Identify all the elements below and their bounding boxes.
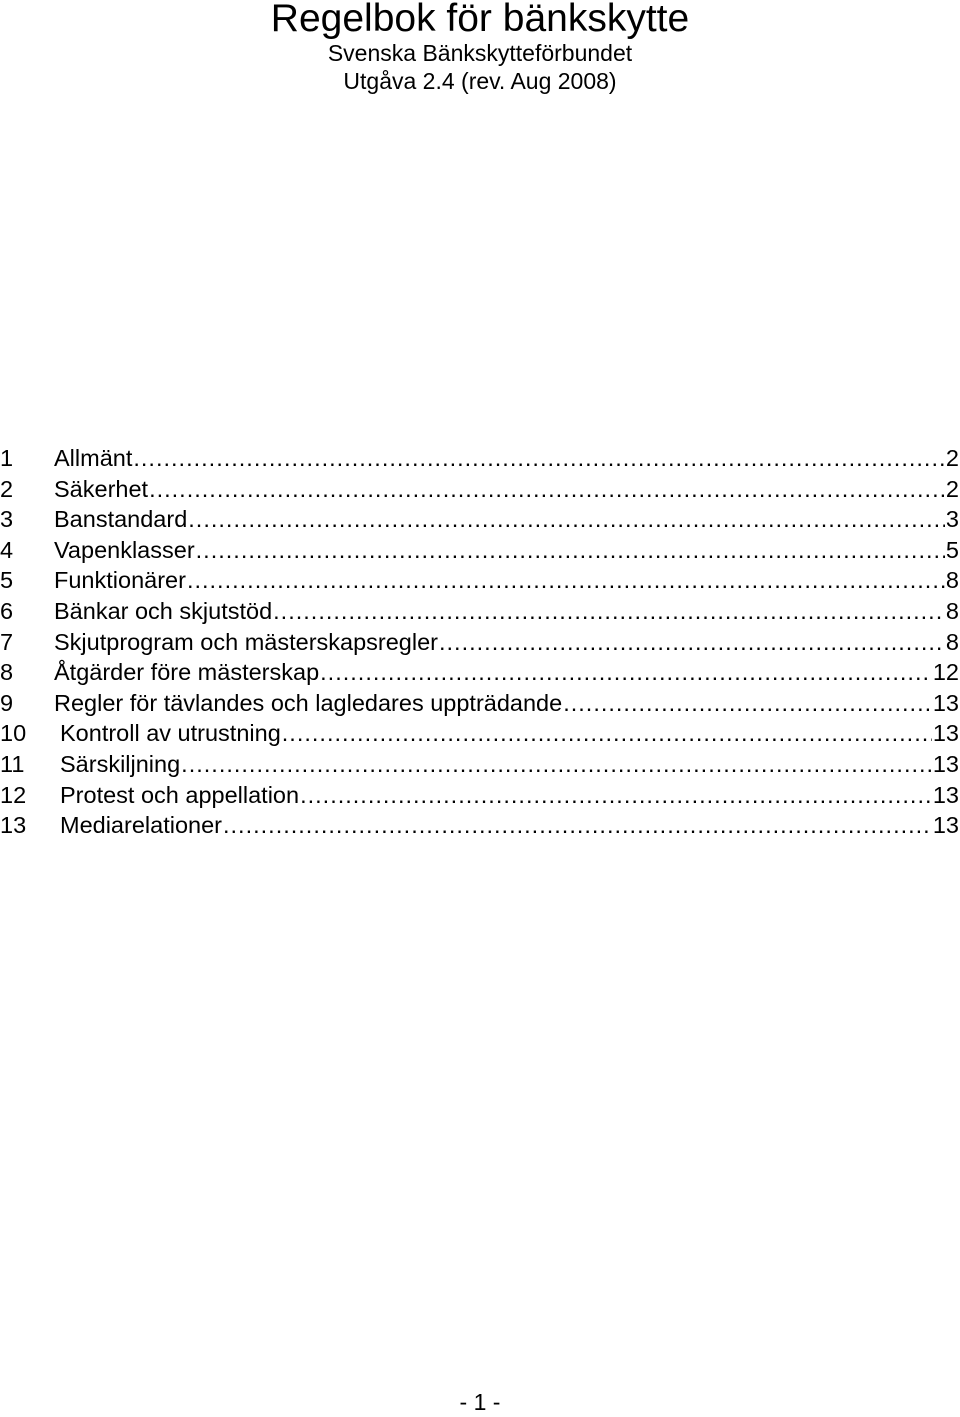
toc-dot-leader — [300, 780, 932, 811]
toc-entry[interactable] — [0, 627, 960, 658]
toc-entry-page: 13 — [932, 689, 959, 716]
toc-entry[interactable] — [0, 657, 960, 688]
toc-entry[interactable] — [0, 504, 960, 535]
toc-entry-page: 8 — [945, 628, 959, 655]
toc-entry-number: 8 — [0, 659, 14, 686]
toc-entry-number: 4 — [0, 536, 14, 563]
toc-entry-number: 3 — [0, 506, 14, 533]
organization-name: Svenska Bänkskytteförbundet — [327, 40, 633, 66]
toc-entry-label: Säkerhet — [54, 475, 149, 502]
toc-entry-page: 13 — [932, 781, 959, 808]
toc-entry[interactable] — [0, 688, 960, 719]
toc-entry-page: 3 — [945, 506, 959, 533]
toc-entry-label: Funktionärer — [54, 567, 186, 594]
toc-entry-number: 7 — [0, 628, 14, 655]
toc-dot-leader — [223, 810, 932, 841]
toc-dot-leader — [196, 535, 945, 566]
toc-entry-page: 8 — [945, 567, 959, 594]
toc-dot-leader — [181, 749, 932, 780]
toc-entry[interactable] — [0, 780, 960, 811]
toc-entry-label: Vapenklasser — [54, 536, 195, 563]
toc-entry-label: Kontroll av utrustning — [60, 720, 281, 747]
toc-entry[interactable] — [0, 718, 960, 749]
toc-entry-label: Regler för tävlandes och lagledares uppträdande — [54, 689, 563, 716]
toc-entry-label: Åtgärder före mästerskap — [54, 659, 320, 686]
toc-entry-page: 13 — [932, 750, 959, 777]
toc-entry-number: 1 — [0, 445, 14, 471]
toc-dot-leader — [133, 443, 945, 474]
toc-dot-leader — [273, 596, 945, 627]
toc-entry-page: 2 — [945, 475, 959, 502]
toc-entry-label: Allmänt — [54, 445, 133, 471]
toc-entry-label: Mediarelationer — [60, 812, 222, 839]
edition-label: Utgåva 2.4 (rev. Aug 2008) — [343, 68, 617, 94]
toc-entry-label: Protest och appellation — [60, 781, 300, 808]
document-title: Regelbok för bänkskytte — [270, 0, 690, 40]
toc-entry-page: 13 — [932, 720, 959, 747]
toc-entry[interactable] — [0, 443, 960, 474]
toc-entry-number: 2 — [0, 475, 14, 502]
toc-entry[interactable] — [0, 596, 960, 627]
toc-entry-number: 10 — [0, 720, 27, 747]
toc-entry-number: 6 — [0, 597, 14, 624]
toc-entry-label: Banstandard — [54, 506, 188, 533]
toc-dot-leader — [282, 718, 932, 749]
toc-entry[interactable] — [0, 535, 960, 566]
toc-dot-leader — [439, 627, 945, 658]
toc-entry-label: Särskiljning — [60, 750, 181, 777]
toc-entry[interactable] — [0, 749, 960, 780]
toc-entry-page: 12 — [932, 659, 959, 686]
toc-entry-page: 13 — [932, 812, 959, 839]
toc-entry-number: 11 — [0, 750, 25, 777]
toc-entry-number: 12 — [0, 781, 27, 808]
toc-dot-leader — [188, 504, 945, 535]
toc-dot-leader — [320, 657, 932, 688]
toc-entry[interactable] — [0, 810, 960, 841]
document-header — [0, 0, 960, 95]
toc-entry-label: Bänkar och skjutstöd — [54, 597, 273, 624]
table-of-contents — [0, 443, 960, 841]
toc-entry[interactable] — [0, 565, 960, 596]
toc-entry-number: 13 — [0, 812, 27, 839]
toc-dot-leader — [563, 688, 932, 719]
toc-dot-leader — [149, 474, 945, 505]
toc-dot-leader — [187, 565, 945, 596]
toc-entry-page: 8 — [945, 597, 959, 624]
toc-entry[interactable] — [0, 474, 960, 505]
toc-entry-number: 9 — [0, 689, 14, 716]
toc-entry-page: 2 — [945, 445, 959, 471]
page-number: - 1 - — [459, 1389, 501, 1415]
toc-entry-number: 5 — [0, 567, 14, 594]
toc-entry-page: 5 — [945, 536, 959, 563]
toc-entry-label: Skjutprogram och mästerskapsregler — [54, 628, 438, 655]
